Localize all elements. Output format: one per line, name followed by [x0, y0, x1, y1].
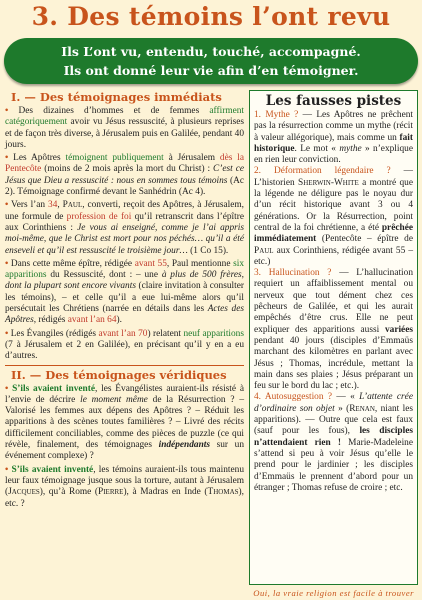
paragraph-apostles: • Les Apôtres témoignent publiquement à Jérusalem dès la Pentecôte (moins de 2 mois après la mort du Christ) : C’est ce Jésus que Dieu a ressuscité : nous en sommes tous témoins (Ac 2). Témoignage confirmé devant le Sanhédrin (Ac 4). [5, 153, 244, 198]
main-column [5, 90, 244, 512]
section-heading-truthful: II. — Des témoignages véridiques [11, 367, 227, 382]
box-item-myth: 1. Mythe ? — Les Apôtres ne prêchent pas la résurrection comme un mythe (récit à valeur allégorique), mais comme un fait historique. Le mot « mythe » n’explique en rien leur conviction. [254, 110, 413, 166]
divider [5, 365, 244, 366]
box-item-hallucination: 3. Hallucination ? — L’hallucination requiert un affaiblissement mental ou nerveux que tout dément chez ces pêcheurs de Galilée, et qui les aurait empêchés d’être crus. Elle ne peut expliquer des apparitions aussi variées pendant 40 jours (disciples d’Emmaüs marchant des kilomètres en parlant avec Jésus ; Thomas, incrédule, mettant la main dans ses plaies ; Jésus préparant un feu sur le bord du lac ; etc.). [254, 268, 413, 392]
paragraph-witnesses: • S’ils avaient inventé, les témoins auraient-ils tous maintenu leur faux témoignage jusque sous la torture, autant à Jérusalem (Jacques), qu’à Rome (Pierre), à Madras en Inde (Thomas), etc. ? [5, 464, 244, 509]
paragraph-epistle: • Dans cette même épître, rédigée avant 55, Paul mentionne six apparitions du Ressuscité, dont : – une à plus de 500 frères, dont la plupart sont encore vivants (claire invitation à consulter les témoins), – et celle qu’il a eue lui-même alors qu’il persécutait les Chrétiens (narrée en détails dans les Actes des Apôtres, rédigés avant l’an 64). [5, 258, 245, 326]
box-item-autosuggestion: 4. Autosuggestion ? — « L’attente crée d’ordinaire son objet » (Renan, niant les apparitions). — Outre que cela est faux (sauf pour les fous), les disciples n’attendaient rien ! Marie-Madeleine s’attend si peu à voir Jésus qu’elle le prend pour le jardinier ; les disciples d’Emmaüs le prennent d’abord pour un étranger ; Thomas refuse de croire ; etc. [254, 392, 413, 493]
footer-slogan: Oui, la vraie religion est facile à trouver [253, 588, 414, 598]
banner-line-1: Ils L’ont vu, entendu, touché, accompagné. [61, 44, 361, 59]
paragraph-gospels: • Les Évangiles (rédigés avant l’an 70) relatent neuf apparitions (7 à Jérusalem et 2 en Galilée), en précisant qu’il y en a eu d’autres. [5, 328, 244, 362]
page-title: 3. Des témoins l’ont revu [31, 2, 391, 31]
box-item-legend: 2. Déformation légendaire ? — L’historien Sherwin-White a montré que la légende ne déligure pas le noyau dur d’un récit historique avant 3 ou 4 générations. Or la Résurrection, point central de la foi chrétienne, a été prêchée immédiatement (Pentecôte – épître de Paul aux Corinthiens, rédigée avant 55 – etc.) [254, 166, 413, 267]
section-heading-immediate: I. — Des témoignages immédiats [11, 90, 222, 104]
paragraph-evangelists: • S’ils avaient inventé, les Évangélistes auraient-ils résisté à l’envie de décrire le moment même de la Résurrection ? – Valorisé les femmes aux dépens des Apôtres ? – Réduit les apparitions à des scènes toutes familières ? – Livré des récits difficilement conciliables, comme des pièces de puzzle (ce qui révèle, finalement, des témoignages indépendants sur un événement complexe) ? [5, 383, 244, 462]
paragraph-paul: • Vers l’an 34, Paul, converti, reçoit des Apôtres, à Jérusalem, une formule de profession de foi qu’il retranscrit dans l’épître aux Corinthiens : Je vous ai enseigné, comme je l’ai appris moi-même, que le Christ est mort pour nos péchés… qu’il a été enseveli et qu’il est ressuscité le troisième jour… (1 Co 15). [5, 200, 245, 256]
paragraph-dozens: • Des dizaines d’hommes et de femmes affirment catégoriquement avoir vu Jésus ressuscité, à plusieurs reprises et de façon très diverse, à Jérusalem puis en Galilée, pendant 40 jours. [5, 106, 244, 150]
box-title: Les fausses pistes [265, 93, 402, 109]
banner-line-2: Ils ont donné leur vie afin d’en témoigner. [63, 63, 359, 78]
subtitle-banner [4, 38, 418, 84]
false-leads-box [249, 90, 418, 585]
